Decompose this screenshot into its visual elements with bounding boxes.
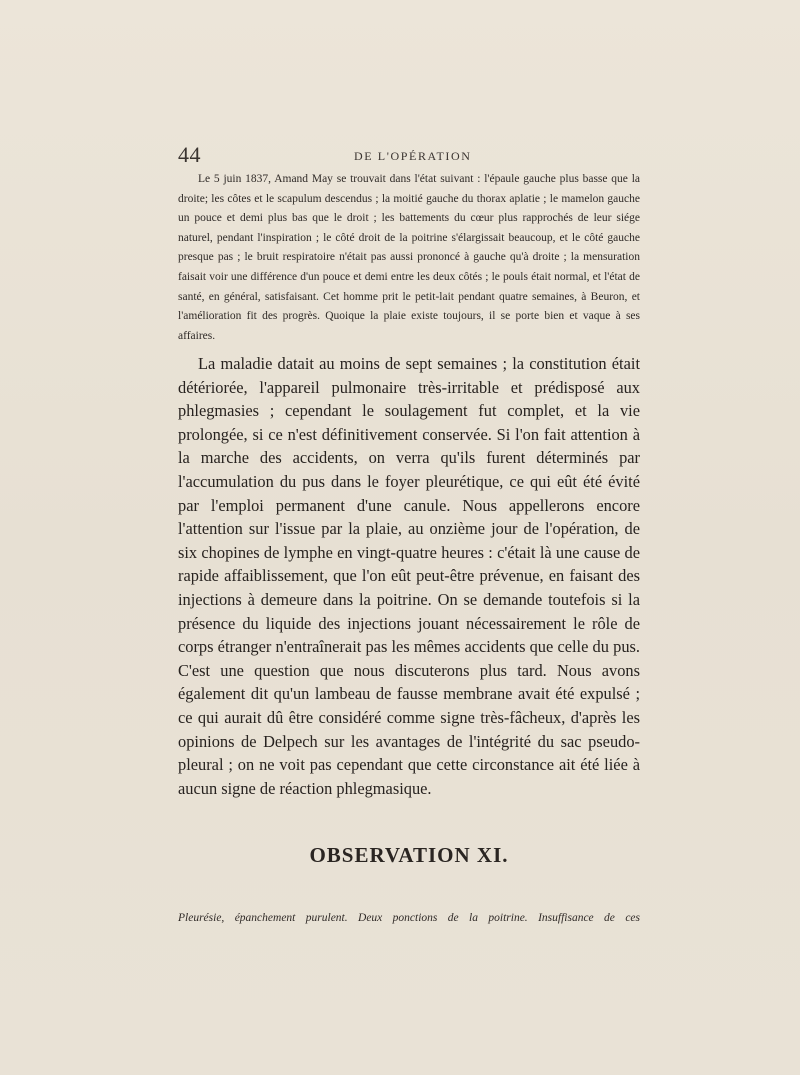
- page-number: 44: [178, 142, 201, 167]
- section-title: OBSERVATION XI.: [309, 843, 509, 867]
- running-head: DE L'OPÉRATION: [354, 149, 472, 163]
- page-header: [178, 142, 640, 166]
- case-note-paragraph: Le 5 juin 1837, Amand May se trouvait dans l'état suivant : l'épaule gauche plus basse que la droite; les côtes et le scapulum descendus ; la moitié gauche du thorax aplatie ; le mamelon gauche un pouce et demi plus bas que le droit ; les battements du cœur plus rapprochés de leur siége naturel, pendant l'inspiration ; le côté droit de la poitrine s'élargissait beaucoup, et le côté gauche presque pas ; le bruit respiratoire n'était pas aussi prononcé à gauche qu'à droite ; la mensuration faisait voir une différence d'un pouce et demi entre les deux côtés ; le pouls était normal, et l'état de santé, en général, satisfaisant. Cet homme prit le petit-lait pendant quatre semaines, à Beuron, et l'amélioration fit des progrès. Quoique la plaie existe toujours, il se porte bien et vaque à ses affaires.: [178, 173, 640, 342]
- commentary-paragraph: La maladie datait au moins de sept semaines ; la constitution était détériorée, l'appareil pulmonaire très-irritable et prédisposé aux phlegmasies ; cependant le soulagement fut complet, et la vie prolongée, si ce n'est définitivement conservée. Si l'on fait attention à la marche des accidents, on verra qu'ils furent déterminés par l'accumulation du pus dans le foyer pleurétique, ce qui eût été évité par l'emploi permanent d'une canule. Nous appellerons encore l'attention sur l'issue par la plaie, au onzième jour de l'opération, de six chopines de lymphe en vingt-quatre heures : c'était là une cause de rapide affaiblissement, que l'on eût peut-être prévenue, en faisant des injections à demeure dans la poitrine. On se demande toutefois si la présence du liquide des injections jouant nécessairement le rôle de corps étranger n'entraînerait pas les mêmes accidents que celle du pus. C'est une question que nous discuterons plus tard. Nous avons également dit qu'un lambeau de fausse membrane avait été expulsé ; ce qui aurait dû être considéré comme signe très-fâcheux, d'après les opinions de Delpech sur les avantages de l'intégrité du sac pseudo-pleural ; on ne voit pas cependant que cette circonstance ait été liée à aucun signe de réaction phlegmasique.: [178, 354, 640, 798]
- section-subtitle: Pleurésie, épanchement purulent. Deux ponctions de la poitrine. Insuffisance de ces: [178, 912, 640, 924]
